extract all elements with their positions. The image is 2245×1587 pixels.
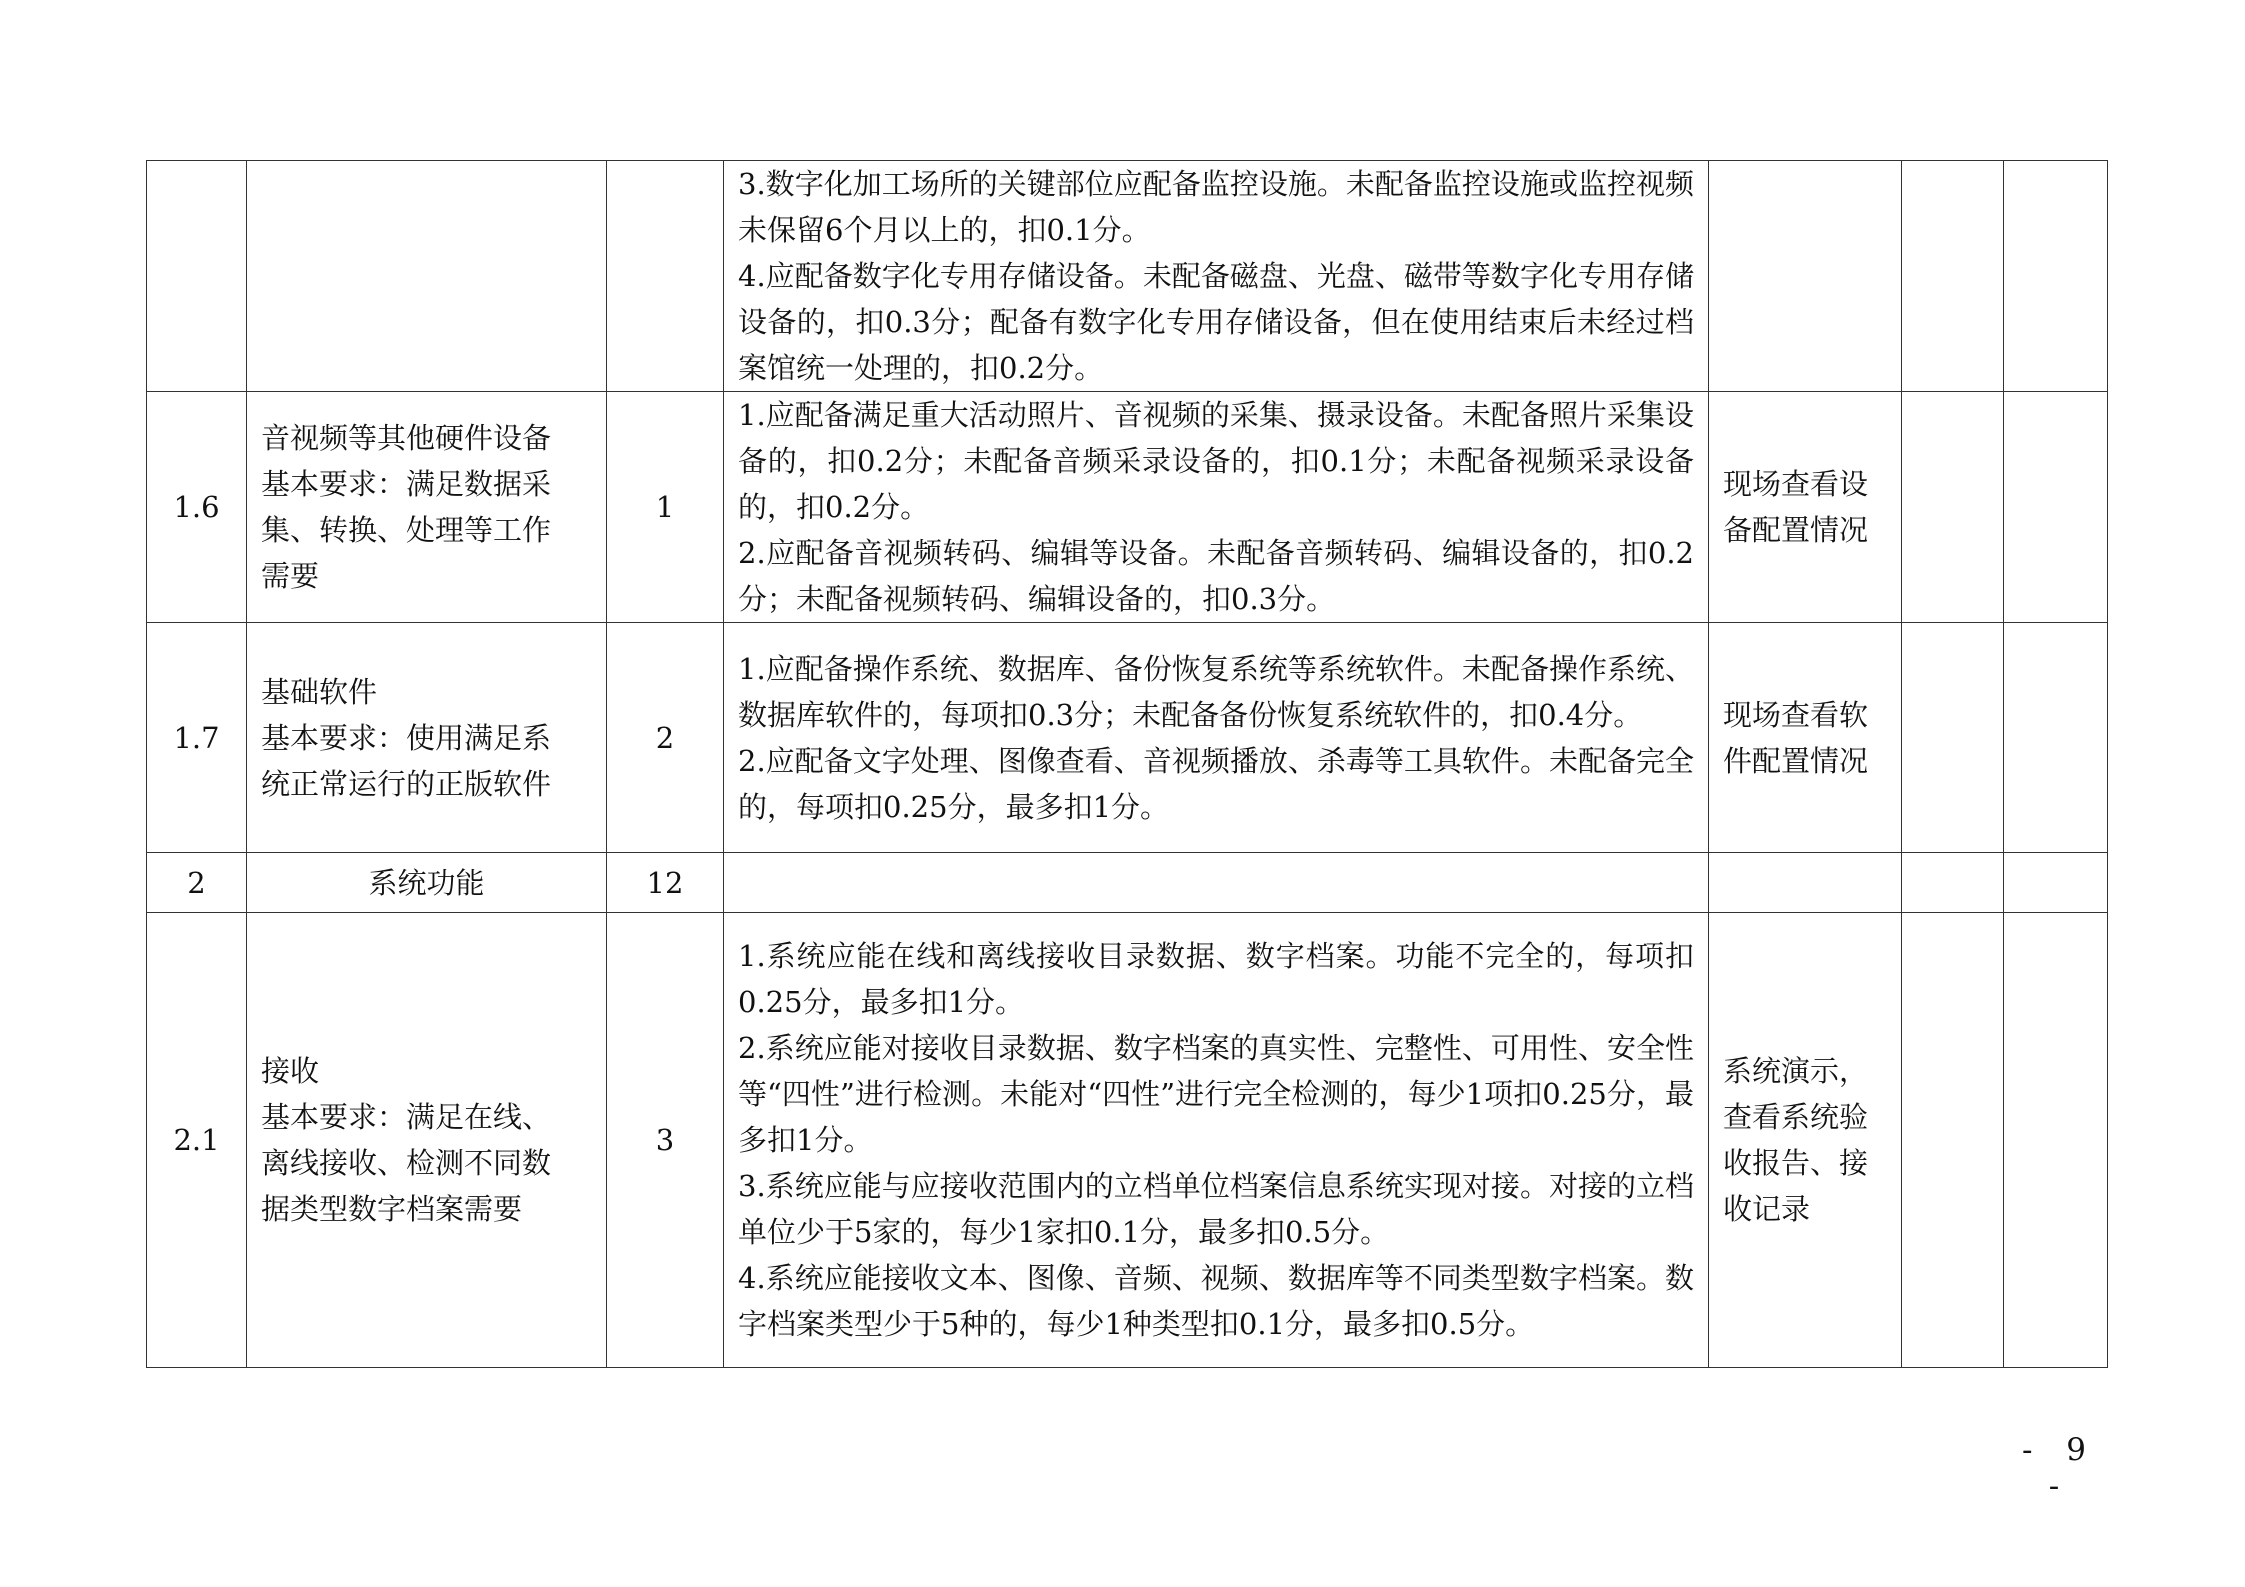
score-cell: 2: [607, 623, 724, 853]
item-description-cell: [247, 913, 607, 1368]
rule-text: 2.应配备音视频转码、编辑等设备。未配备音频转码、编辑设备的，扣0.2分；未配备视频转码、编辑设备的，扣0.3分。: [738, 536, 1694, 616]
table-row: [147, 853, 2108, 913]
section-title: 系统功能: [368, 865, 485, 900]
item-description-cell: [247, 161, 607, 392]
rule-text: 1.应配备操作系统、数据库、备份恢复系统等系统软件。未配备操作系统、数据库软件的，每项扣0.3分；未配备备份恢复系统软件的，扣0.4分。: [738, 651, 1694, 732]
item-requirement-line: 需要: [261, 559, 320, 593]
method-line: 系统演示，: [1723, 1054, 1869, 1088]
rule-text: 4.系统应能接收文本、图像、音频、视频、数据库等不同类型数字档案。数字档案类型少于5种的，每少1种类型扣0.1分，最多扣0.5分。: [738, 1261, 1694, 1341]
method-line: 现场查看设: [1723, 467, 1869, 501]
method-line: 现场查看软: [1723, 697, 1869, 732]
method-line: 收报告、接: [1723, 1146, 1869, 1180]
item-requirement-line: 统正常运行的正版软件: [261, 766, 552, 801]
item-title: 基础软件: [261, 674, 378, 709]
rule-text: 2.应配备文字处理、图像查看、音视频播放、杀毒等工具软件。未配备完全的，每项扣0.25分，最多扣1分。: [738, 743, 1694, 824]
item-description-cell: [247, 392, 607, 623]
scoring-rules-cell: [724, 161, 1709, 392]
item-requirement-line: 据类型数字档案需要: [261, 1192, 523, 1226]
scoring-rules-cell: [724, 392, 1709, 623]
item-description-cell: [247, 623, 607, 853]
method-line: 收记录: [1723, 1192, 1811, 1226]
item-requirement-line: 集、转换、处理等工作: [261, 513, 552, 547]
blank-cell: [1902, 913, 2004, 1368]
table-row: [147, 392, 2108, 623]
blank-cell: [2004, 913, 2108, 1368]
table-row: [147, 913, 2108, 1368]
evaluation-method-cell: [1709, 623, 1902, 853]
item-title: 音视频等其他硬件设备: [261, 421, 552, 455]
page-number: - 9 -: [2021, 1432, 2099, 1504]
rule-text: 1.系统应能在线和离线接收目录数据、数字档案。功能不完全的，每项扣0.25分，最多扣1分。: [738, 939, 1694, 1019]
scoring-rules-cell: [724, 853, 1709, 913]
item-title: 接收: [261, 1054, 320, 1088]
blank-cell: [2004, 623, 2108, 853]
method-line: 查看系统验: [1723, 1100, 1869, 1134]
item-requirement-line: 基本要求：满足数据采: [261, 467, 552, 501]
item-number-cell: 2.1: [147, 913, 247, 1368]
blank-cell: [1902, 161, 2004, 392]
item-requirement-line: 基本要求：使用满足系: [261, 720, 552, 755]
table-row: [147, 623, 2108, 853]
evaluation-method-cell: [1709, 392, 1902, 623]
table-row: [147, 161, 2108, 392]
rule-text: 2.系统应能对接收目录数据、数字档案的真实性、完整性、可用性、安全性等“四性”进行检测。未能对“四性”进行完全检测的，每少1项扣0.25分，最多扣1分。: [738, 1031, 1694, 1157]
item-number-cell: 1.6: [147, 392, 247, 623]
score-cell: 3: [607, 913, 724, 1368]
rule-text: 1.应配备满足重大活动照片、音视频的采集、摄录设备。未配备照片采集设备的，扣0.2分；未配备音频采录设备的，扣0.1分；未配备视频采录设备的，扣0.2分。: [738, 398, 1694, 524]
evaluation-method-cell: [1709, 853, 1902, 913]
rule-text: 3.数字化加工场所的关键部位应配备监控设施。未配备监控设施或监控视频未保留6个月以上的，扣0.1分。: [738, 167, 1694, 247]
item-description-cell: [247, 853, 607, 913]
item-number-cell: [147, 161, 247, 392]
item-number-cell: 2: [147, 853, 247, 913]
item-requirement-line: 离线接收、检测不同数: [261, 1146, 552, 1180]
evaluation-table: [146, 160, 2108, 1368]
rule-text: 3.系统应能与应接收范围内的立档单位档案信息系统实现对接。对接的立档单位少于5家的，每少1家扣0.1分，最多扣0.5分。: [738, 1169, 1694, 1249]
scoring-rules-cell: [724, 623, 1709, 853]
score-cell: [607, 161, 724, 392]
item-number-cell: 1.7: [147, 623, 247, 853]
score-cell: 12: [607, 853, 724, 913]
evaluation-method-cell: [1709, 913, 1902, 1368]
evaluation-method-cell: [1709, 161, 1902, 392]
blank-cell: [1902, 623, 2004, 853]
blank-cell: [1902, 392, 2004, 623]
method-line: 件配置情况: [1723, 743, 1869, 778]
rule-text: 4.应配备数字化专用存储设备。未配备磁盘、光盘、磁带等数字化专用存储设备的，扣0.3分；配备有数字化专用存储设备，但在使用结束后未经过档案馆统一处理的，扣0.2分。: [738, 259, 1694, 385]
blank-cell: [2004, 853, 2108, 913]
blank-cell: [1902, 853, 2004, 913]
blank-cell: [2004, 392, 2108, 623]
method-line: 备配置情况: [1723, 513, 1869, 547]
item-requirement-line: 基本要求：满足在线、: [261, 1100, 552, 1134]
scoring-rules-cell: [724, 913, 1709, 1368]
score-cell: 1: [607, 392, 724, 623]
blank-cell: [2004, 161, 2108, 392]
